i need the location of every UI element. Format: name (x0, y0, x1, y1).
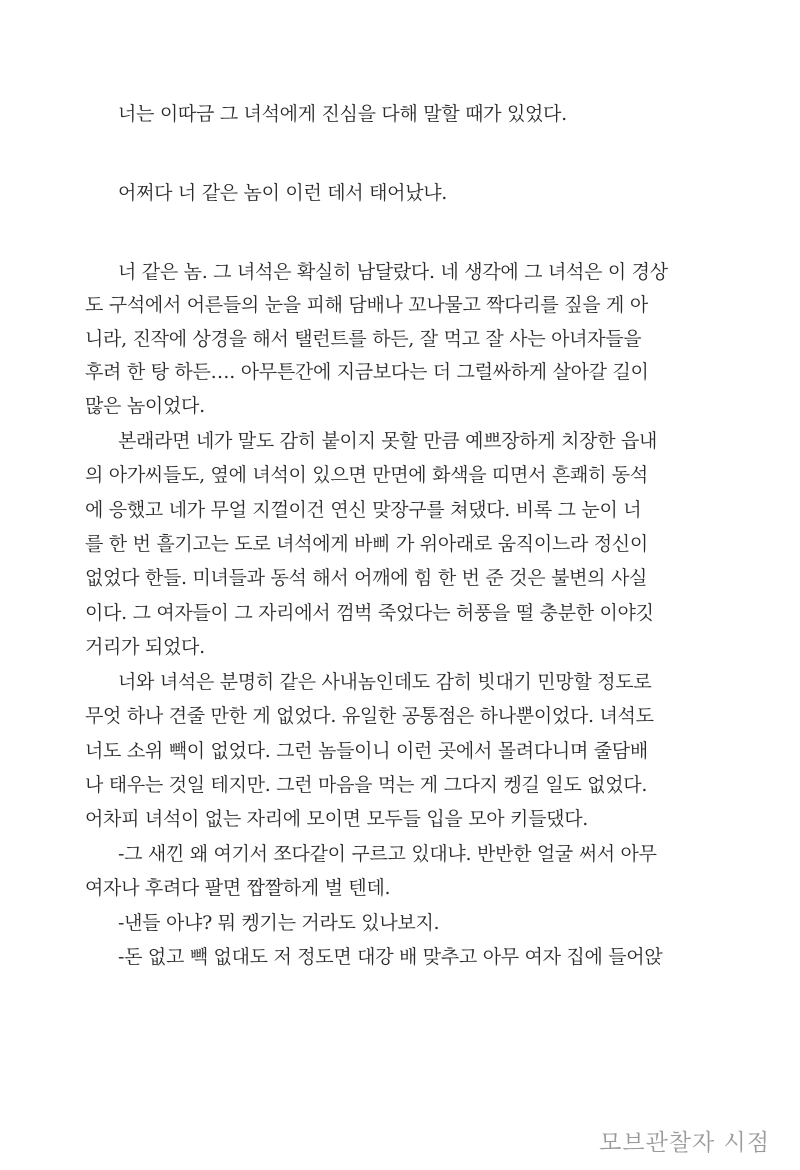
page-footer-title: 모브관찰자 시점 (599, 1130, 770, 1156)
text-line: 너 같은 놈. 그 녀석은 확실히 남달랐다. 네 생각에 그 녀석은 이 경상 (118, 261, 668, 283)
text-line: 나 태우는 것일 테지만. 그런 마음을 먹는 게 그다지 켕길 일도 없었다. (85, 774, 648, 796)
text-line: 본래라면 네가 말도 감히 붙이지 못할 만큼 예쁘장하게 치장한 읍내 (118, 430, 658, 452)
text-line: 어차피 녀석이 없는 자리에 모이면 모두들 입을 모아 키들댔다. (85, 808, 589, 830)
text-line: 를 한 번 흘기고는 도로 녀석에게 바삐 가 위아래로 움직이느라 정신이 (85, 533, 648, 555)
text-line: 거리가 되었다. (85, 636, 205, 658)
text-line: 의 아가씨들도, 옆에 녀석이 있으면 만면에 화색을 띠면서 흔쾌히 동석 (85, 464, 648, 486)
dialogue-line: -낸들 아냐? 뭐 켕기는 거라도 있나보지. (118, 912, 440, 934)
text-line: 도 구석에서 어른들의 눈을 피해 담배나 꼬나물고 짝다리를 짚을 게 아 (85, 294, 648, 316)
text-line: 무엇 하나 견줄 만한 게 없었다. 유일한 공통점은 하나뿐이었다. 녀석도 (85, 705, 654, 727)
text-line: 너도 소위 빽이 없었다. 그런 놈들이니 이런 곳에서 몰려다니며 줄담배 (85, 740, 648, 762)
text-line: 에 응했고 네가 무얼 지껄이건 연신 맞장구를 쳐댔다. 비록 그 눈이 너 (85, 499, 642, 521)
text-line: 너와 녀석은 분명히 같은 사내놈인데도 감히 빗대기 민망할 정도로 (118, 671, 652, 693)
text-line: 니라, 진작에 상경을 해서 탤런트를 하든, 잘 먹고 잘 사는 아녀자들을 (85, 328, 642, 350)
text-line: 너는 이따금 그 녀석에게 진심을 다해 말할 때가 있었다. (118, 103, 567, 125)
text-line: 어쩌다 너 같은 놈이 이런 데서 태어났냐. (118, 182, 448, 204)
dialogue-line: -그 새낀 왜 여기서 쪼다같이 구르고 있대냐. 반반한 얼굴 써서 아무 (118, 843, 657, 865)
text-line: 이다. 그 여자들이 그 자리에서 껌벅 죽었다는 허풍을 떨 충분한 이야깃 (85, 602, 654, 624)
text-line: 후려 한 탕 하든…. 아무튼간에 지금보다는 더 그럴싸하게 살아갈 길이 (85, 361, 649, 383)
dialogue-line: -돈 없고 빽 없대도 저 정도면 대강 배 맞추고 아무 여자 집에 들어앉 (118, 946, 663, 968)
text-line: 없었다 한들. 미녀들과 동석 해서 어깨에 힘 한 번 준 것은 불변의 사실 (85, 567, 648, 589)
text-line: 많은 놈이었다. (85, 395, 205, 417)
dialogue-line: 여자나 후려다 팔면 짭짤하게 벌 텐데. (85, 877, 391, 899)
